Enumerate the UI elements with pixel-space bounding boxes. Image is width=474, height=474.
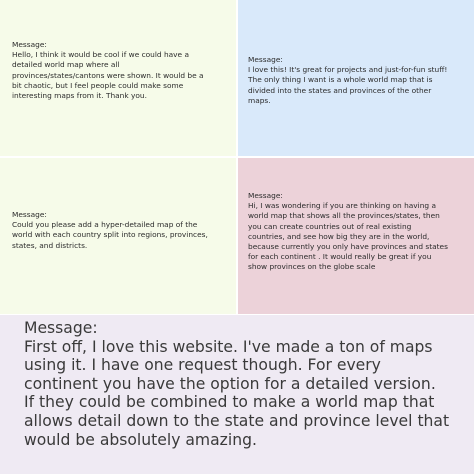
message-card-5 [0, 315, 474, 474]
message-card-3 [0, 158, 236, 314]
message-label: Message: [24, 319, 98, 337]
message-text: Could you please add a hyper-detailed map of the world with each country split into regions, provinces, states, and districts. [12, 220, 208, 250]
message-card-4 [238, 158, 474, 314]
message-card-2 [238, 0, 474, 156]
message-text: First off, I love this website. I've made a ton of maps using it. I have one request though. For every continent you have the option for a detailed version. If they could be combined to make a world map that allows detail down to the state and province level that would be absolutely amazing. [24, 337, 450, 449]
message-label: Message: [12, 210, 47, 219]
message-label: Message: [12, 40, 47, 49]
message-card-1 [0, 0, 236, 156]
message-label: Message: [248, 55, 283, 64]
message-text: Hello, I think it would be cool if we could have a detailed world map where all provinces/states/cantons were shown. It would be a bit chaotic, but I feel people could make some interesting maps from it. Thank you. [12, 50, 204, 101]
message-text: Hi, I was wondering if you are thinking on having a world map that shows all the provinces/states, then you can create countries out of real existing countries, and see how big they are in the world, because currently you only have provinces and states for each continent . It would really be great if you show provinces on the globe scale [248, 201, 448, 272]
message-text: I love this! It's great for projects and just-for-fun stuff! The only thing I want is a whole world map that is divided into the states and provinces of the other maps. [248, 65, 448, 105]
message-label: Message: [248, 191, 283, 200]
